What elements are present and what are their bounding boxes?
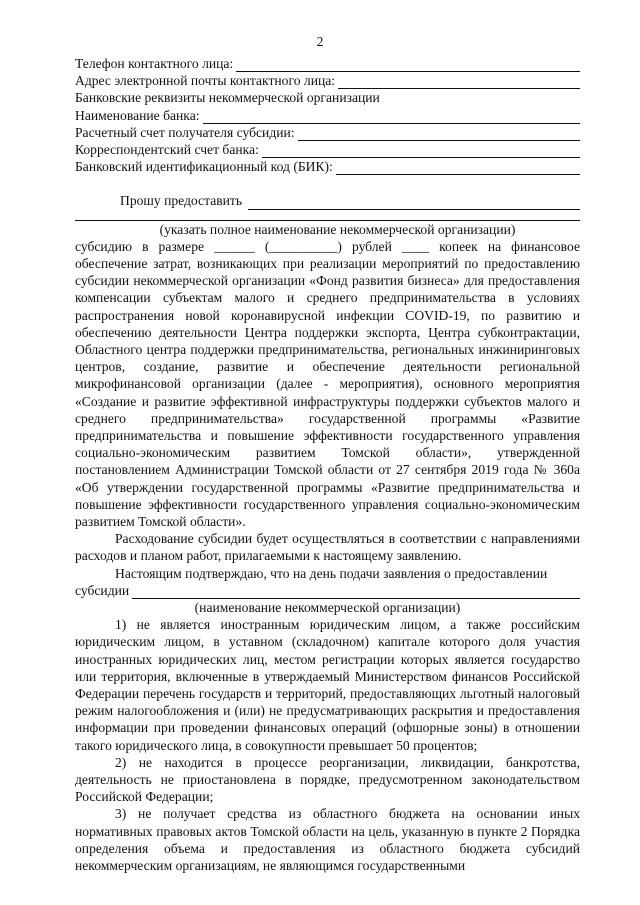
blank-line [336, 162, 580, 175]
request-label: Прошу предоставить [120, 193, 243, 209]
document-body [75, 55, 580, 874]
blank-line [338, 76, 580, 89]
blank-line [203, 111, 580, 124]
blank-line [298, 128, 580, 141]
bank-details-heading [75, 89, 580, 106]
blank-line [236, 59, 580, 72]
list-item: 1) не является иностранным юридическим лицом, а также российским юридическим лицом, в уставном (складочном) капитале которого доля участия иностранных юридических лиц, местом регистрации которых является государство или территория, включенные в утверждаемый Министерством финансов Российской Федерации перечень государств и территорий, предоставляющих льготный налоговый режим налогообложения и (или) не предусматривающих раскрытия и предоставления информации при проведении финансовых операций (офшорные зоны) в отношении такого юридического лица, в совокупности превышает 50 процентов; [75, 617, 580, 753]
subsidy-word: субсидии [75, 582, 130, 598]
contact-phone-field [75, 55, 580, 72]
settlement-account-field [75, 124, 580, 141]
blank-line [248, 197, 580, 210]
bik-field [75, 158, 580, 175]
caption-full-name: (указать полное наименование некоммерческой организации) [159, 221, 516, 237]
correspondent-account-field [75, 141, 580, 158]
request-line [75, 192, 580, 209]
page-number: 2 [316, 34, 324, 49]
bank-name-field [75, 107, 580, 124]
blank-line [262, 145, 580, 158]
caption-org-name: (наименование некоммерческой организации) [194, 599, 461, 615]
list-item: 3) не получает средства из областного бюджета на основании иных нормативных правовых актов Томской области на цель, указанную в пункте 2 Порядка определения объема и предоставления из областного бюджета субсидий некоммерческим организациям, не являющимся государственными [75, 806, 580, 873]
blank-line-full [75, 210, 580, 221]
subsidy-line [75, 582, 580, 599]
field-label: Наименование банка: [75, 107, 200, 123]
field-label: Банковские реквизиты некоммерческой организации [75, 90, 380, 106]
field-label: Телефон контактного лица: [75, 55, 234, 71]
field-label: Корреспондентский счет банка: [75, 141, 259, 157]
field-label: Расчетный счет получателя субсидии: [75, 124, 295, 140]
main-paragraph: субсидию в размере ______ (__________) рублей ____ копеек на финансовое обеспечение затрат, возникающих при реализации мероприятий по предоставлению субсидии некоммерческой организации «Фонд развития бизнеса» для предоставления компенсации субъектам малого и среднего предпринимательства в условиях распространения новой коронавирусной инфекции COVID-19, по развитию и обеспечению деятельности Центра поддержки экспорта, Центра субконтрактации, Областного центра поддержки предпринимательства, региональных инжиниринговых центров, создание, развитие и обеспечение деятельности региональной микрофинансовой организации (далее - мероприятия), основного мероприятия «Создание и развитие эффективной инфраструктуры поддержки субъектов малого и среднего предпринимательства» государственной программы «Развитие предпринимательства и повышение эффективности государственного управления социально-экономическим развитием Томской области», утвержденной постановлением Администрации Томской области от 27 сентября 2019 года № 360а «Об утверждении государственной программы «Развитие предпринимательства и повышение эффективности государственного управления социально-экономическим развитием Томской области». [75, 238, 580, 529]
blank-line [132, 586, 580, 599]
field-label: Банковский идентификационный код (БИК): [75, 159, 333, 175]
expense-paragraph: Расходование субсидии будет осуществляться в соответствии с направлениями расходов и планом работ, прилагаемыми к настоящему заявлению. [75, 531, 580, 564]
contact-email-field [75, 72, 580, 89]
list-item: 2) не находится в процессе реорганизации, ликвидации, банкротства, деятельность не приостановлена в порядке, предусмотренном законодательством Российской Федерации; [75, 754, 580, 805]
confirm-paragraph: Настоящим подтверждаю, что на день подачи заявления о предоставлении [115, 565, 548, 581]
field-label: Адрес электронной почты контактного лица: [75, 73, 336, 89]
